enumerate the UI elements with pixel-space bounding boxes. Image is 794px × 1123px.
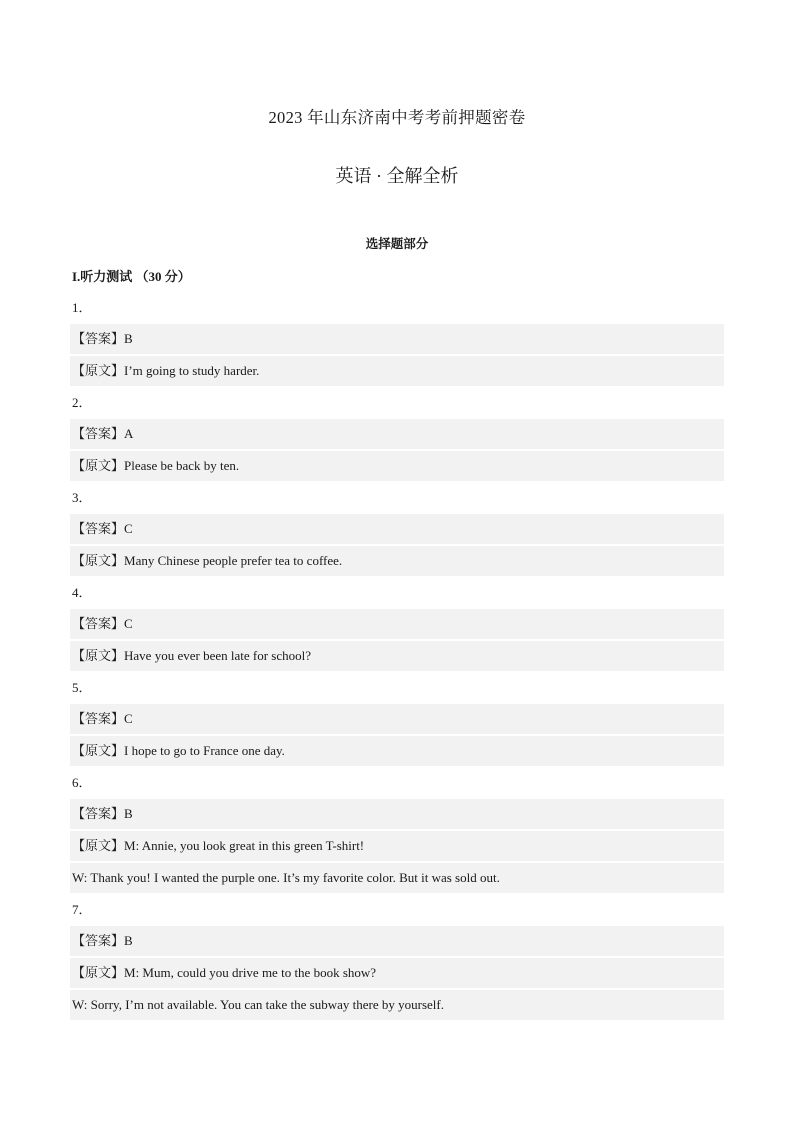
answer-line [70,704,724,734]
answer-label: 【答案】 [72,711,125,726]
original-text: I’m going to study harder. [124,363,260,378]
original-text: Please be back by ten. [124,458,240,473]
original-label: 【原文】 [72,648,125,663]
original-label: 【原文】 [72,965,125,980]
question-number: 2． [72,395,92,410]
answer-value: C [124,521,133,536]
document-title: 2023 年山东济南中考考前押题密卷 [268,108,526,127]
answer-line [70,324,724,354]
answer-line [70,419,724,449]
document-subtitle: 英语 · 全解全析 [335,166,459,186]
original-label: 【原文】 [72,743,125,758]
answer-value: C [124,711,133,726]
question-number: 6． [72,775,92,790]
original-label: 【原文】 [72,363,125,378]
question-item [70,672,724,766]
original-line [70,736,724,766]
original-label: 【原文】 [72,458,125,473]
question-number: 3． [72,490,92,505]
question-item [70,577,724,671]
answer-value: B [124,933,133,948]
original-text: M: Mum, could you drive me to the book show? [124,965,377,980]
original-line [70,356,724,386]
original-text: Many Chinese people prefer tea to coffee. [124,553,343,568]
question-number: 1． [72,300,92,315]
answer-value: B [124,806,133,821]
answer-line [70,609,724,639]
original-line [70,958,724,988]
answer-label: 【答案】 [72,933,125,948]
original-text: I hope to go to France one day. [124,743,285,758]
original-label: 【原文】 [72,553,125,568]
answer-line [70,514,724,544]
part-heading: I.听力测试 （30 分） [72,269,191,284]
original-text: M: Annie, you look great in this green T-shirt! [124,838,365,853]
question-number: 5． [72,680,92,695]
answer-label: 【答案】 [72,806,125,821]
answer-value: A [124,426,134,441]
question-item [70,482,724,576]
question-list [70,292,724,1021]
answer-label: 【答案】 [72,616,125,631]
question-item [70,767,724,893]
answer-line [70,926,724,956]
question-item [70,894,724,1020]
original-label: 【原文】 [72,838,125,853]
original-line [70,831,724,861]
answer-label: 【答案】 [72,521,125,536]
answer-label: 【答案】 [72,426,125,441]
answer-value: C [124,616,133,631]
answer-label: 【答案】 [72,331,125,346]
original-line [70,641,724,671]
original-continuation-line: W: Sorry, I’m not available. You can take the subway there by yourself. [70,990,724,1020]
question-number: 7． [72,902,92,917]
question-number: 4． [72,585,92,600]
question-item [70,292,724,386]
answer-value: B [124,331,133,346]
original-text: Have you ever been late for school? [124,648,311,663]
section-heading: 选择题部分 [365,237,429,251]
original-line [70,451,724,481]
original-line [70,546,724,576]
answer-line [70,799,724,829]
question-item [70,387,724,481]
original-continuation-line: W: Thank you! I wanted the purple one. It’s my favorite color. But it was sold out. [70,863,724,893]
